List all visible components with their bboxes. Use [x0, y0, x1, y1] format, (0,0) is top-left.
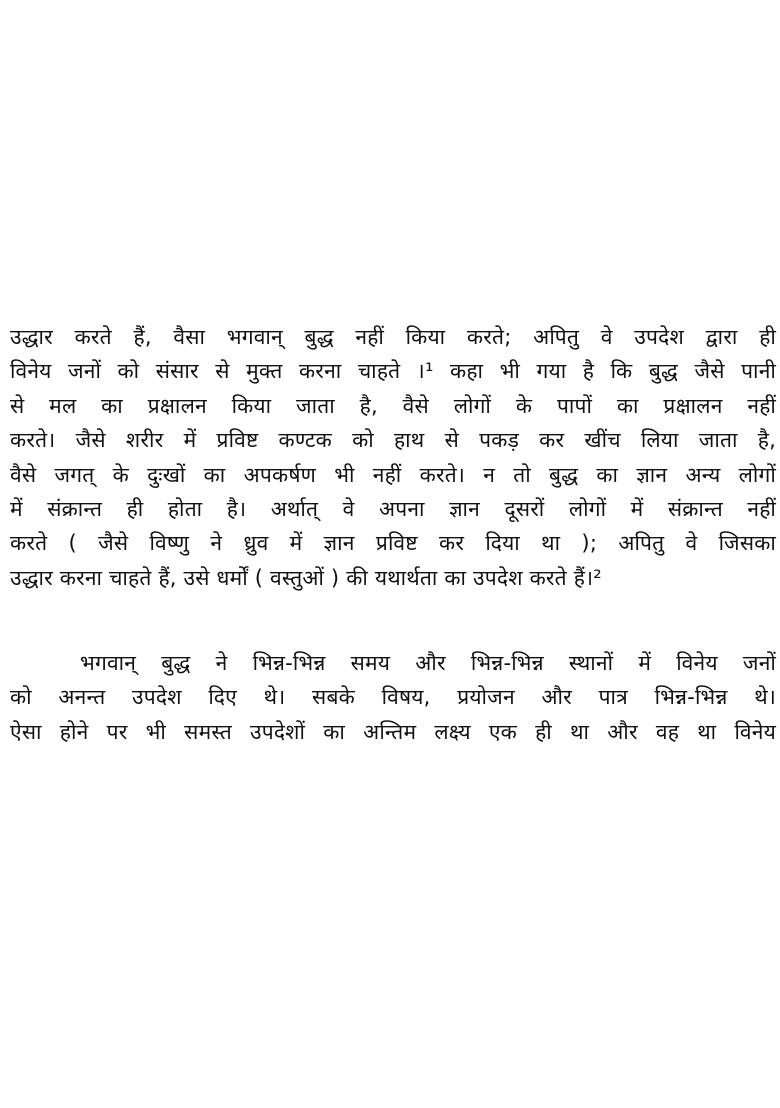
paragraph-1: [10, 320, 776, 595]
text-line: करते ( जैसे विष्णु ने ध्रुव में ज्ञान प्रविष्ट कर दिया था ); अपितु वे जिसका: [10, 531, 776, 556]
text-line: करते। जैसे शरीर में प्रविष्ट कण्टक को हाथ से पकड़ कर खींच लिया जाता है,: [10, 428, 776, 453]
text-line: विनेय जनों को संसार से मुक्त करना चाहते ।¹ कहा भी गया है कि बुद्ध जैसे पानी: [10, 359, 776, 384]
text-line: उद्धार करते हैं, वैसा भगवान् बुद्ध नहीं किया करते; अपितु वे उपदेश द्वारा ही: [10, 325, 776, 349]
text-line: ऐसा होने पर भी समस्त उपदेशों का अन्तिम लक्ष्य एक ही था और वह था विनेय: [10, 719, 776, 744]
text-line: उद्धार करना चाहते हैं, उसे धर्मों ( वस्तुओं ) की यथार्थता का उपदेश करते हैं।²: [10, 565, 602, 590]
text-line: से मल का प्रक्षालन किया जाता है, वैसे लोगों के पापों का प्रक्षालन नहीं: [10, 393, 776, 418]
text-line: भगवान् बुद्ध ने भिन्न-भिन्न समय और भिन्न-भिन्न स्थानों में विनेय जनों: [80, 651, 776, 675]
text-line: को अनन्त उपदेश दिए थे। सबके विषय, प्रयोजन और पात्र भिन्न-भिन्न थे।: [10, 685, 776, 710]
text-line: वैसे जगत् के दुःखों का अपकर्षण भी नहीं करते। न तो बुद्ध का ज्ञान अन्य लोगों: [10, 462, 776, 487]
text-line: में संक्रान्त ही होता है। अर्थात् वे अपना ज्ञान दूसरों लोगों में संक्रान्त नहीं: [10, 496, 776, 521]
paragraph-2: [10, 646, 776, 749]
